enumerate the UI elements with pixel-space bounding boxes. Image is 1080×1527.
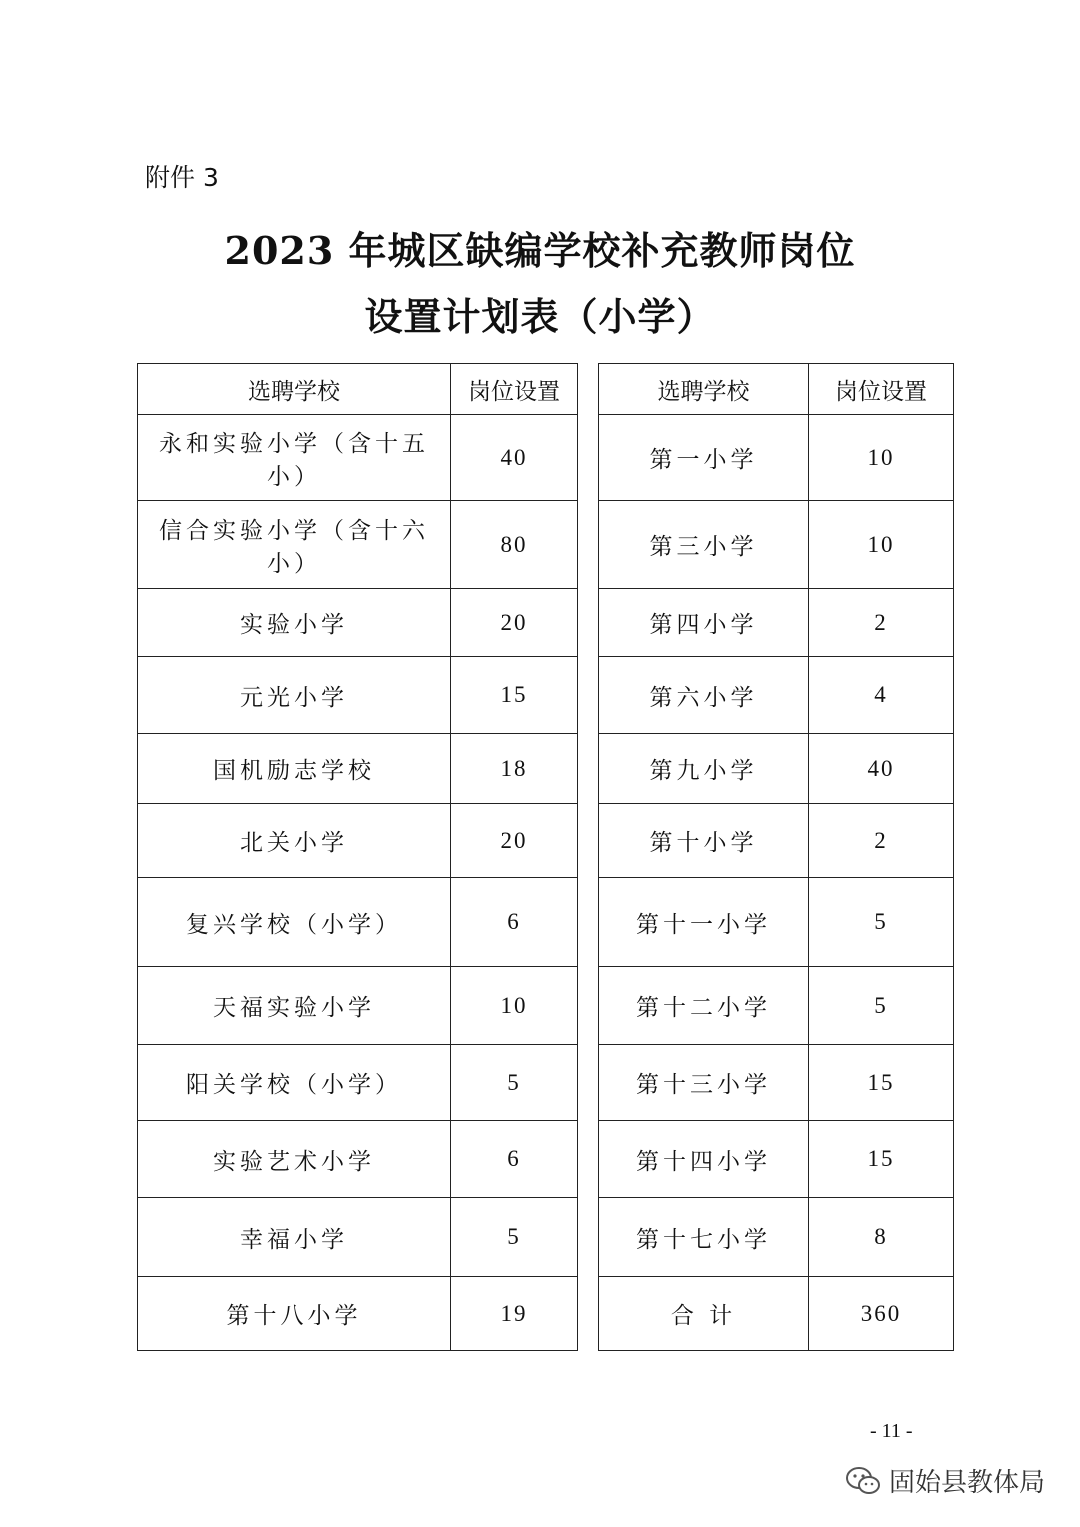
school-name: 第十小学 xyxy=(599,804,809,878)
school-name: 永和实验小学（含十五小） xyxy=(138,415,451,501)
table-row xyxy=(138,1121,578,1198)
header-positions: 岗位设置 xyxy=(451,364,578,415)
school-name: 第四小学 xyxy=(599,589,809,657)
school-name: 阳关学校（小学） xyxy=(138,1045,451,1121)
position-count: 6 xyxy=(451,1121,578,1198)
table-row xyxy=(599,589,954,657)
table-row xyxy=(138,1045,578,1121)
school-name: 第十七小学 xyxy=(599,1198,809,1277)
position-count: 40 xyxy=(809,734,954,804)
position-count: 15 xyxy=(809,1045,954,1121)
header-row xyxy=(138,364,578,415)
school-name: 幸福小学 xyxy=(138,1198,451,1277)
position-count: 20 xyxy=(451,804,578,878)
school-name: 第一小学 xyxy=(599,415,809,501)
table-row xyxy=(599,878,954,967)
school-name: 第十一小学 xyxy=(599,878,809,967)
title-line-1: 2023 年城区缺编学校补充教师岗位 xyxy=(224,228,856,273)
table-row xyxy=(599,501,954,589)
school-name: 第三小学 xyxy=(599,501,809,589)
table-row xyxy=(138,589,578,657)
header-positions: 岗位设置 xyxy=(809,364,954,415)
school-name: 第六小学 xyxy=(599,657,809,734)
page-number: - 11 - xyxy=(870,1420,913,1442)
table-row xyxy=(599,967,954,1045)
header-school: 选聘学校 xyxy=(599,364,809,415)
school-name: 第九小学 xyxy=(599,734,809,804)
header-school: 选聘学校 xyxy=(138,364,451,415)
position-count: 10 xyxy=(451,967,578,1045)
table-row xyxy=(138,967,578,1045)
table-row xyxy=(599,734,954,804)
table-row xyxy=(138,657,578,734)
school-name: 第十二小学 xyxy=(599,967,809,1045)
position-count: 15 xyxy=(451,657,578,734)
position-count: 8 xyxy=(809,1198,954,1277)
position-count: 2 xyxy=(809,589,954,657)
attachment-label: 附件 3 xyxy=(145,163,219,192)
school-name: 天福实验小学 xyxy=(138,967,451,1045)
left-table xyxy=(137,363,578,1351)
total-count: 360 xyxy=(809,1277,954,1351)
position-count: 10 xyxy=(809,415,954,501)
position-count: 15 xyxy=(809,1121,954,1198)
school-name: 实验艺术小学 xyxy=(138,1121,451,1198)
position-count: 5 xyxy=(451,1198,578,1277)
school-name: 第十三小学 xyxy=(599,1045,809,1121)
school-name: 北关小学 xyxy=(138,804,451,878)
school-name: 实验小学 xyxy=(138,589,451,657)
table-row xyxy=(138,1198,578,1277)
school-name: 信合实验小学（含十六小） xyxy=(138,501,451,589)
position-count: 19 xyxy=(451,1277,578,1351)
table-row xyxy=(599,1045,954,1121)
position-count: 10 xyxy=(809,501,954,589)
table-row xyxy=(599,804,954,878)
position-count: 40 xyxy=(451,415,578,501)
position-count: 2 xyxy=(809,804,954,878)
position-count: 6 xyxy=(451,878,578,967)
school-name: 复兴学校（小学） xyxy=(138,878,451,967)
position-count: 80 xyxy=(451,501,578,589)
school-name: 第十八小学 xyxy=(138,1277,451,1351)
watermark xyxy=(845,1462,1045,1499)
total-row xyxy=(599,1277,954,1351)
position-count: 5 xyxy=(809,967,954,1045)
position-count: 5 xyxy=(451,1045,578,1121)
title-line-2: 设置计划表（小学） xyxy=(364,294,716,339)
table-row xyxy=(138,878,578,967)
table-row xyxy=(138,1277,578,1351)
table-row xyxy=(599,1121,954,1198)
position-count: 5 xyxy=(809,878,954,967)
right-table xyxy=(598,363,954,1351)
total-label: 合 计 xyxy=(599,1277,809,1351)
table-row xyxy=(599,415,954,501)
school-name: 元光小学 xyxy=(138,657,451,734)
table-row xyxy=(599,1198,954,1277)
position-count: 4 xyxy=(809,657,954,734)
header-row xyxy=(599,364,954,415)
position-count: 20 xyxy=(451,589,578,657)
position-count: 18 xyxy=(451,734,578,804)
table-row xyxy=(138,415,578,501)
wechat-icon xyxy=(845,1466,881,1496)
school-name: 第十四小学 xyxy=(599,1121,809,1198)
table-row xyxy=(138,734,578,804)
school-name: 国机励志学校 xyxy=(138,734,451,804)
watermark-text: 固始县教体局 xyxy=(889,1468,1046,1498)
table-row xyxy=(138,501,578,589)
table-row xyxy=(599,657,954,734)
table-row xyxy=(138,804,578,878)
